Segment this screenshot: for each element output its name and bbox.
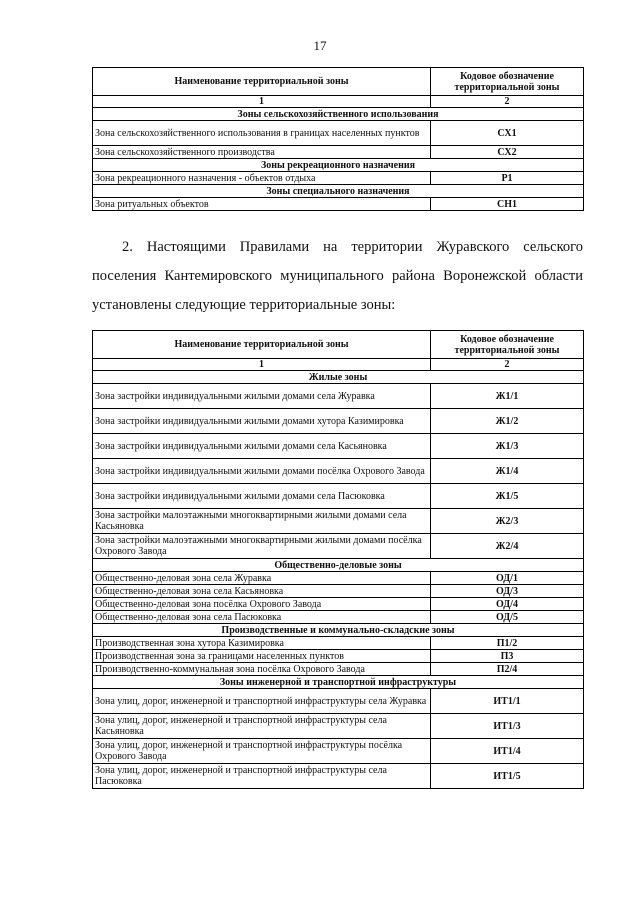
zone-name: Зона улиц, дорог, инженерной и транспортной инфраструктуры села Пасюковка — [93, 764, 431, 789]
table-row — [93, 198, 584, 211]
table-row — [93, 764, 584, 789]
table-row — [93, 509, 584, 534]
zone-name: Общественно-деловая зона села Касьяновка — [93, 585, 431, 598]
zone-name: Зона застройки индивидуальными жилыми домами села Пасюковка — [93, 484, 431, 509]
table-row — [93, 534, 584, 559]
zone-name: Производственная зона хутора Казимировка — [93, 637, 431, 650]
header-name: Наименование территориальной зоны — [93, 331, 431, 359]
zone-name: Зона застройки малоэтажными многоквартирными жилыми домами села Касьяновка — [93, 509, 431, 534]
zone-code: Ж1/3 — [431, 434, 584, 459]
zone-code: ОД/1 — [431, 572, 584, 585]
table-row — [93, 146, 584, 159]
zone-name: Зона сельскохозяйственного использования в границах населенных пунктов — [93, 121, 431, 146]
zone-name: Производственно-коммунальная зона посёлка Охрового Завода — [93, 663, 431, 676]
zone-code: Ж2/3 — [431, 509, 584, 534]
table-row — [93, 172, 584, 185]
zones-table-1 — [92, 67, 584, 211]
zone-code: Ж1/1 — [431, 384, 584, 409]
section-heading: Жилые зоны — [93, 371, 584, 384]
table-row — [93, 409, 584, 434]
zone-code: ИТ1/1 — [431, 689, 584, 714]
column-number: 2 — [431, 359, 584, 371]
section-heading: Зоны инженерной и транспортной инфраструктуры — [93, 676, 584, 689]
zone-code: П2/4 — [431, 663, 584, 676]
zone-code: ОД/4 — [431, 598, 584, 611]
zone-name: Зона застройки индивидуальными жилыми домами села Касьяновка — [93, 434, 431, 459]
zone-name: Зона ритуальных объектов — [93, 198, 431, 211]
table-row — [93, 459, 584, 484]
table-row — [93, 739, 584, 764]
zone-code: ОД/5 — [431, 611, 584, 624]
header-code: Кодовое обозначение территориальной зоны — [431, 68, 584, 96]
table-row — [93, 714, 584, 739]
zone-name: Общественно-деловая зона села Журавка — [93, 572, 431, 585]
zone-name: Зона застройки индивидуальными жилыми домами хутора Казимировка — [93, 409, 431, 434]
zone-name: Общественно-деловая зона села Пасюковка — [93, 611, 431, 624]
zone-code: Ж1/5 — [431, 484, 584, 509]
section-heading: Производственные и коммунально-складские зоны — [93, 624, 584, 637]
table-row — [93, 585, 584, 598]
section-heading: Общественно-деловые зоны — [93, 559, 584, 572]
header-name: Наименование территориальной зоны — [93, 68, 431, 96]
table-row — [93, 572, 584, 585]
zone-code: ИТ1/3 — [431, 714, 584, 739]
zone-code: Ж1/4 — [431, 459, 584, 484]
zone-name: Зона улиц, дорог, инженерной и транспортной инфраструктуры села Касьяновка — [93, 714, 431, 739]
section-heading: Зоны рекреационного назначения — [93, 159, 584, 172]
zones-table-2 — [92, 330, 584, 789]
column-number: 1 — [93, 96, 431, 108]
table-row — [93, 434, 584, 459]
table-row — [93, 637, 584, 650]
zone-code: Р1 — [431, 172, 584, 185]
table-row — [93, 484, 584, 509]
zone-name: Зона улиц, дорог, инженерной и транспортной инфраструктуры посёлка Охрового Завода — [93, 739, 431, 764]
section-heading: Зоны сельскохозяйственного использования — [93, 108, 584, 121]
table-row — [93, 121, 584, 146]
zone-code: П1/2 — [431, 637, 584, 650]
header-code: Кодовое обозначение территориальной зоны — [431, 331, 584, 359]
zone-name: Общественно-деловая зона посёлка Охрового Завода — [93, 598, 431, 611]
table-row — [93, 598, 584, 611]
zone-code: СХ2 — [431, 146, 584, 159]
section-heading: Зоны специального назначения — [93, 185, 584, 198]
zone-code: ОД/3 — [431, 585, 584, 598]
zone-name: Зона улиц, дорог, инженерной и транспортной инфраструктуры села Журавка — [93, 689, 431, 714]
zone-code: СН1 — [431, 198, 584, 211]
zone-code: ИТ1/4 — [431, 739, 584, 764]
column-number: 2 — [431, 96, 584, 108]
zone-name: Зона застройки малоэтажными многоквартирными жилыми домами посёлка Охрового Завода — [93, 534, 431, 559]
table-row — [93, 663, 584, 676]
zone-code: ИТ1/5 — [431, 764, 584, 789]
zone-code: Ж1/2 — [431, 409, 584, 434]
zone-name: Производственная зона за границами населенных пунктов — [93, 650, 431, 663]
zone-code: П3 — [431, 650, 584, 663]
table-row — [93, 650, 584, 663]
table-row — [93, 689, 584, 714]
column-number: 1 — [93, 359, 431, 371]
body-paragraph: 2. Настоящими Правилами на территории Журавского сельского поселения Кантемировского муниципального района Воронежской области установлены следующие территориальные зоны: — [92, 239, 583, 313]
zone-code: СХ1 — [431, 121, 584, 146]
zone-name: Зона застройки индивидуальными жилыми домами села Журавка — [93, 384, 431, 409]
table-row — [93, 384, 584, 409]
page-number: 17 — [313, 38, 327, 53]
zone-name: Зона рекреационного назначения - объектов отдыха — [93, 172, 431, 185]
zone-name: Зона застройки индивидуальными жилыми домами посёлка Охрового Завода — [93, 459, 431, 484]
zone-name: Зона сельскохозяйственного производства — [93, 146, 431, 159]
zone-code: Ж2/4 — [431, 534, 584, 559]
table-row — [93, 611, 584, 624]
